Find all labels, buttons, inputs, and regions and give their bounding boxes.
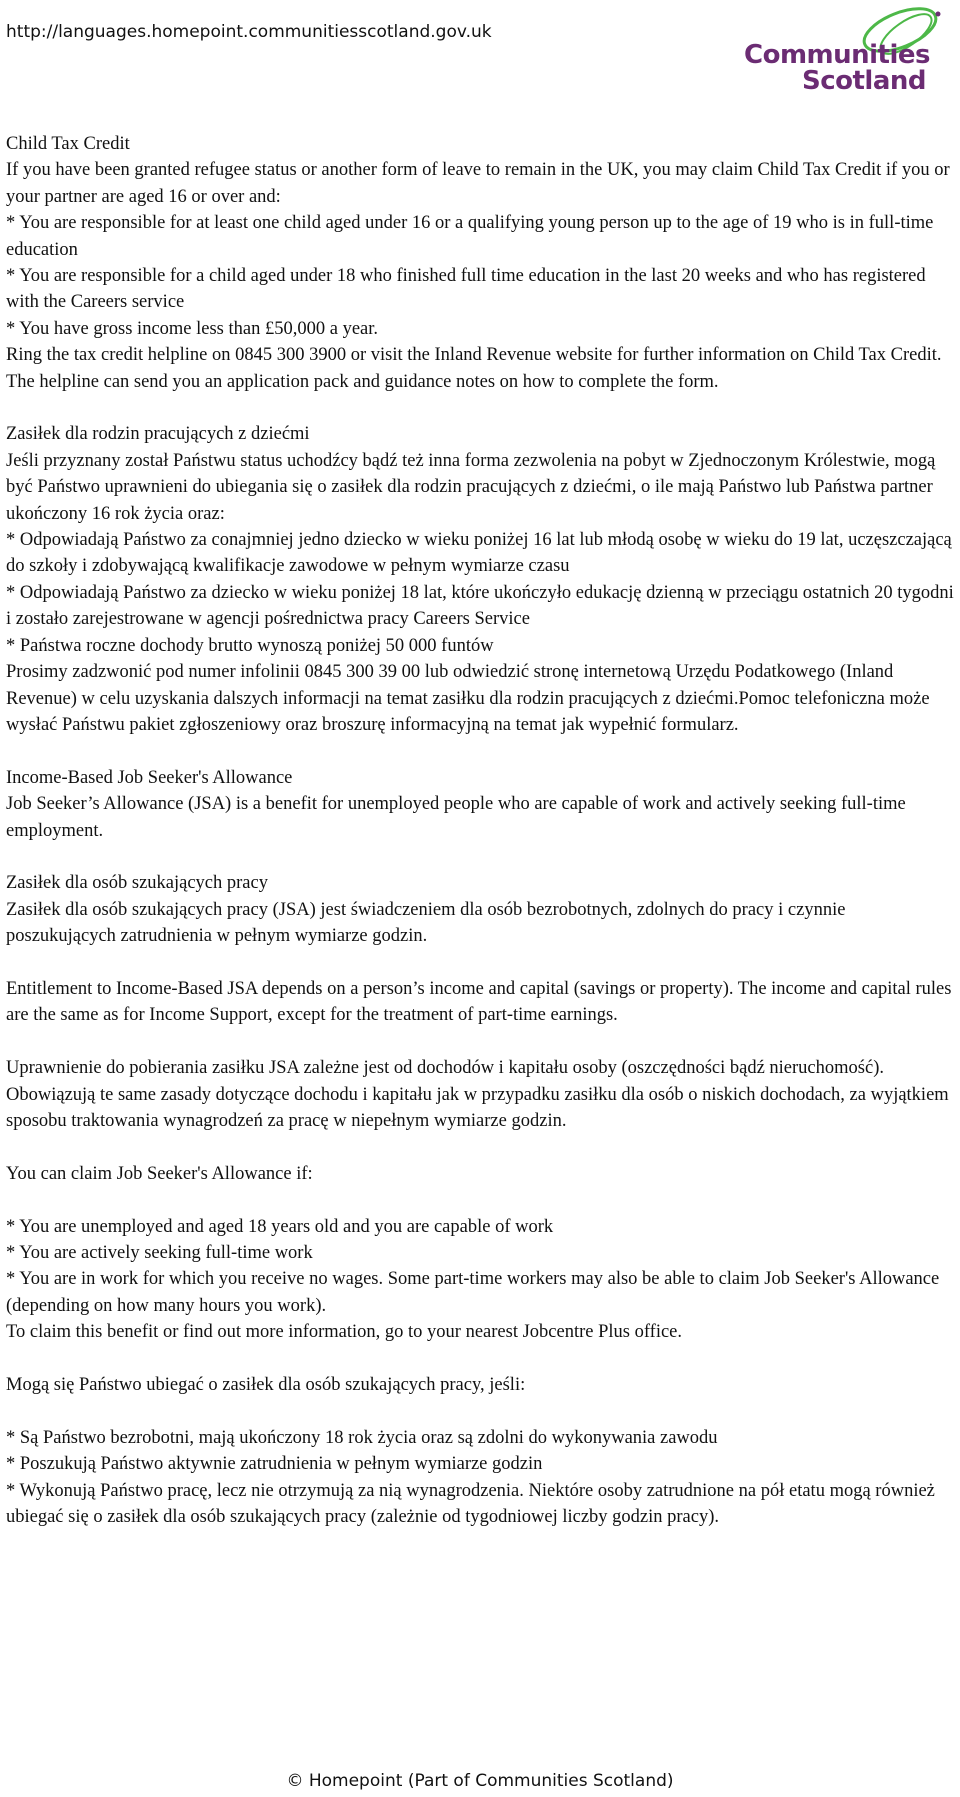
section-claim-intro-pl: Mogą się Państwo ubiegać o zasiłek dla osób szukających pracy, jeśli: (6, 1374, 526, 1395)
header-url: http://languages.homepoint.communitiesscotland.gov.uk (6, 22, 492, 42)
section-claim-list-pl: * Są Państwo bezrobotni, mają ukończony 18 rok życia oraz są zdolni do wykonywania zawodu * Poszukują Państwo aktywnie zatrudnienia w pełnym wymiarze godzin * Wykonują Państwo pracę, lecz nie otrzymują za nią wynagrodzenia. Niektóre osoby zatrudnione na pół etatu mogą również ubiegać się o zasiłek dla osób szukających pracy (zależnie od tygodniowej liczby godzin pracy). (6, 1427, 935, 1527)
section-claim-list-en: * You are unemployed and aged 18 years old and you are capable of work * You are actively seeking full-time work * You are in work for which you receive no wages. Some part-time workers may also be able to claim Job Seeker's Allowance (depending on how many hours you work). To claim this benefit or find out more information, go to your nearest Jobcentre Plus office. (6, 1216, 940, 1343)
section-claim-intro-en: You can claim Job Seeker's Allowance if: (6, 1163, 313, 1184)
section-entitlement-pl: Uprawnienie do pobierania zasiłku JSA zależne jest od dochodów i kapitału osoby (oszczędności bądź nieruchomość). Obowiązują te same zasady dotyczące dochodu i kapitału jak w przypadku zasiłku dla osób o niskich dochodach, za wyjątkiem sposobu traktowania wynagrodzeń za pracę w niepełnym wymiarze godzin. (6, 1058, 949, 1131)
document-body (6, 131, 956, 1557)
section-jsa-en: Income-Based Job Seeker's Allowance Job Seeker’s Allowance (JSA) is a benefit for unemployed people who are capable of work and actively seeking full-time employment. (6, 767, 906, 841)
section-child-tax-credit-en: Child Tax Credit If you have been granted refugee status or another form of leave to remain in the UK, you may claim Child Tax Credit if you or your partner are aged 16 or over and: * You are responsible for at least one child aged under 16 or a qualifying young person up to the age of 19 who is in full-time education * You are responsible for a child aged under 18 who finished full time education in the last 20 weeks and who has registered with the Careers service * You have gross income less than £50,000 a year. Ring the tax credit helpline on 0845 300 3900 or visit the Inland Revenue website for further information on Child Tax Credit. The helpline can send you an application pack and guidance notes on how to complete the form. (6, 134, 950, 392)
section-jsa-pl: Zasiłek dla osób szukających pracy Zasiłek dla osób szukających pracy (JSA) jest świadczeniem dla osób bezrobotnych, zdolnych do pracy i czynnie poszukujących zatrudnienia w pełnym wymiarze godzin. (6, 873, 846, 947)
communities-scotland-logo (740, 4, 954, 100)
page-footer: © Homepoint (Part of Communities Scotland) (286, 1771, 674, 1791)
section-child-tax-credit-pl: Zasiłek dla rodzin pracujących z dziećmi Jeśli przyznany został Państwu status uchodźcy bądź też inna forma zezwolenia na pobyt w Zjednoczonym Królestwie, mogą być Państwo uprawnieni do ubiegania się o zasiłek dla rodzin pracujących z dziećmi, o ile mają Państwo lub Państwa partner ukończony 16 rok życia oraz: * Odpowiadają Państwo za conajmniej jedno dziecko w wieku poniżej 16 lat lub młodą osobę w wieku do 19 lat, uczęszczającą do szkoły i zdobywającą kwalifikacje zawodowe w pełnym wymiarze czasu * Odpowiadają Państwo za dziecko w wieku poniżej 18 lat, które ukończyło edukację dzienną w przeciągu ostatnich 20 tygodni i zostało zarejestrowane w agencji pośrednictwa pracy Careers Service * Państwa roczne dochody brutto wynoszą poniżej 50 000 funtów Prosimy zadzwonić pod numer infolinii 0845 300 39 00 lub odwiedzić stronę internetową Urzędu Podatkowego (Inland Revenue) w celu uzyskania dalszych informacji na temat zasiłku dla rodzin pracujących z dziećmi.Pomoc telefoniczna może wysłać Państwu pakiet zgłoszeniowy oraz broszurę informacyjną na temat jak wypełnić formularz. (6, 424, 954, 735)
logo-text-scotland: Scotland (802, 66, 927, 96)
logo-text-communities: Communities (744, 40, 931, 70)
section-entitlement-en: Entitlement to Income-Based JSA depends on a person’s income and capital (savings or property). The income and capital rules are the same as for Income Support, except for the treatment of part-time earnings. (6, 978, 952, 1026)
